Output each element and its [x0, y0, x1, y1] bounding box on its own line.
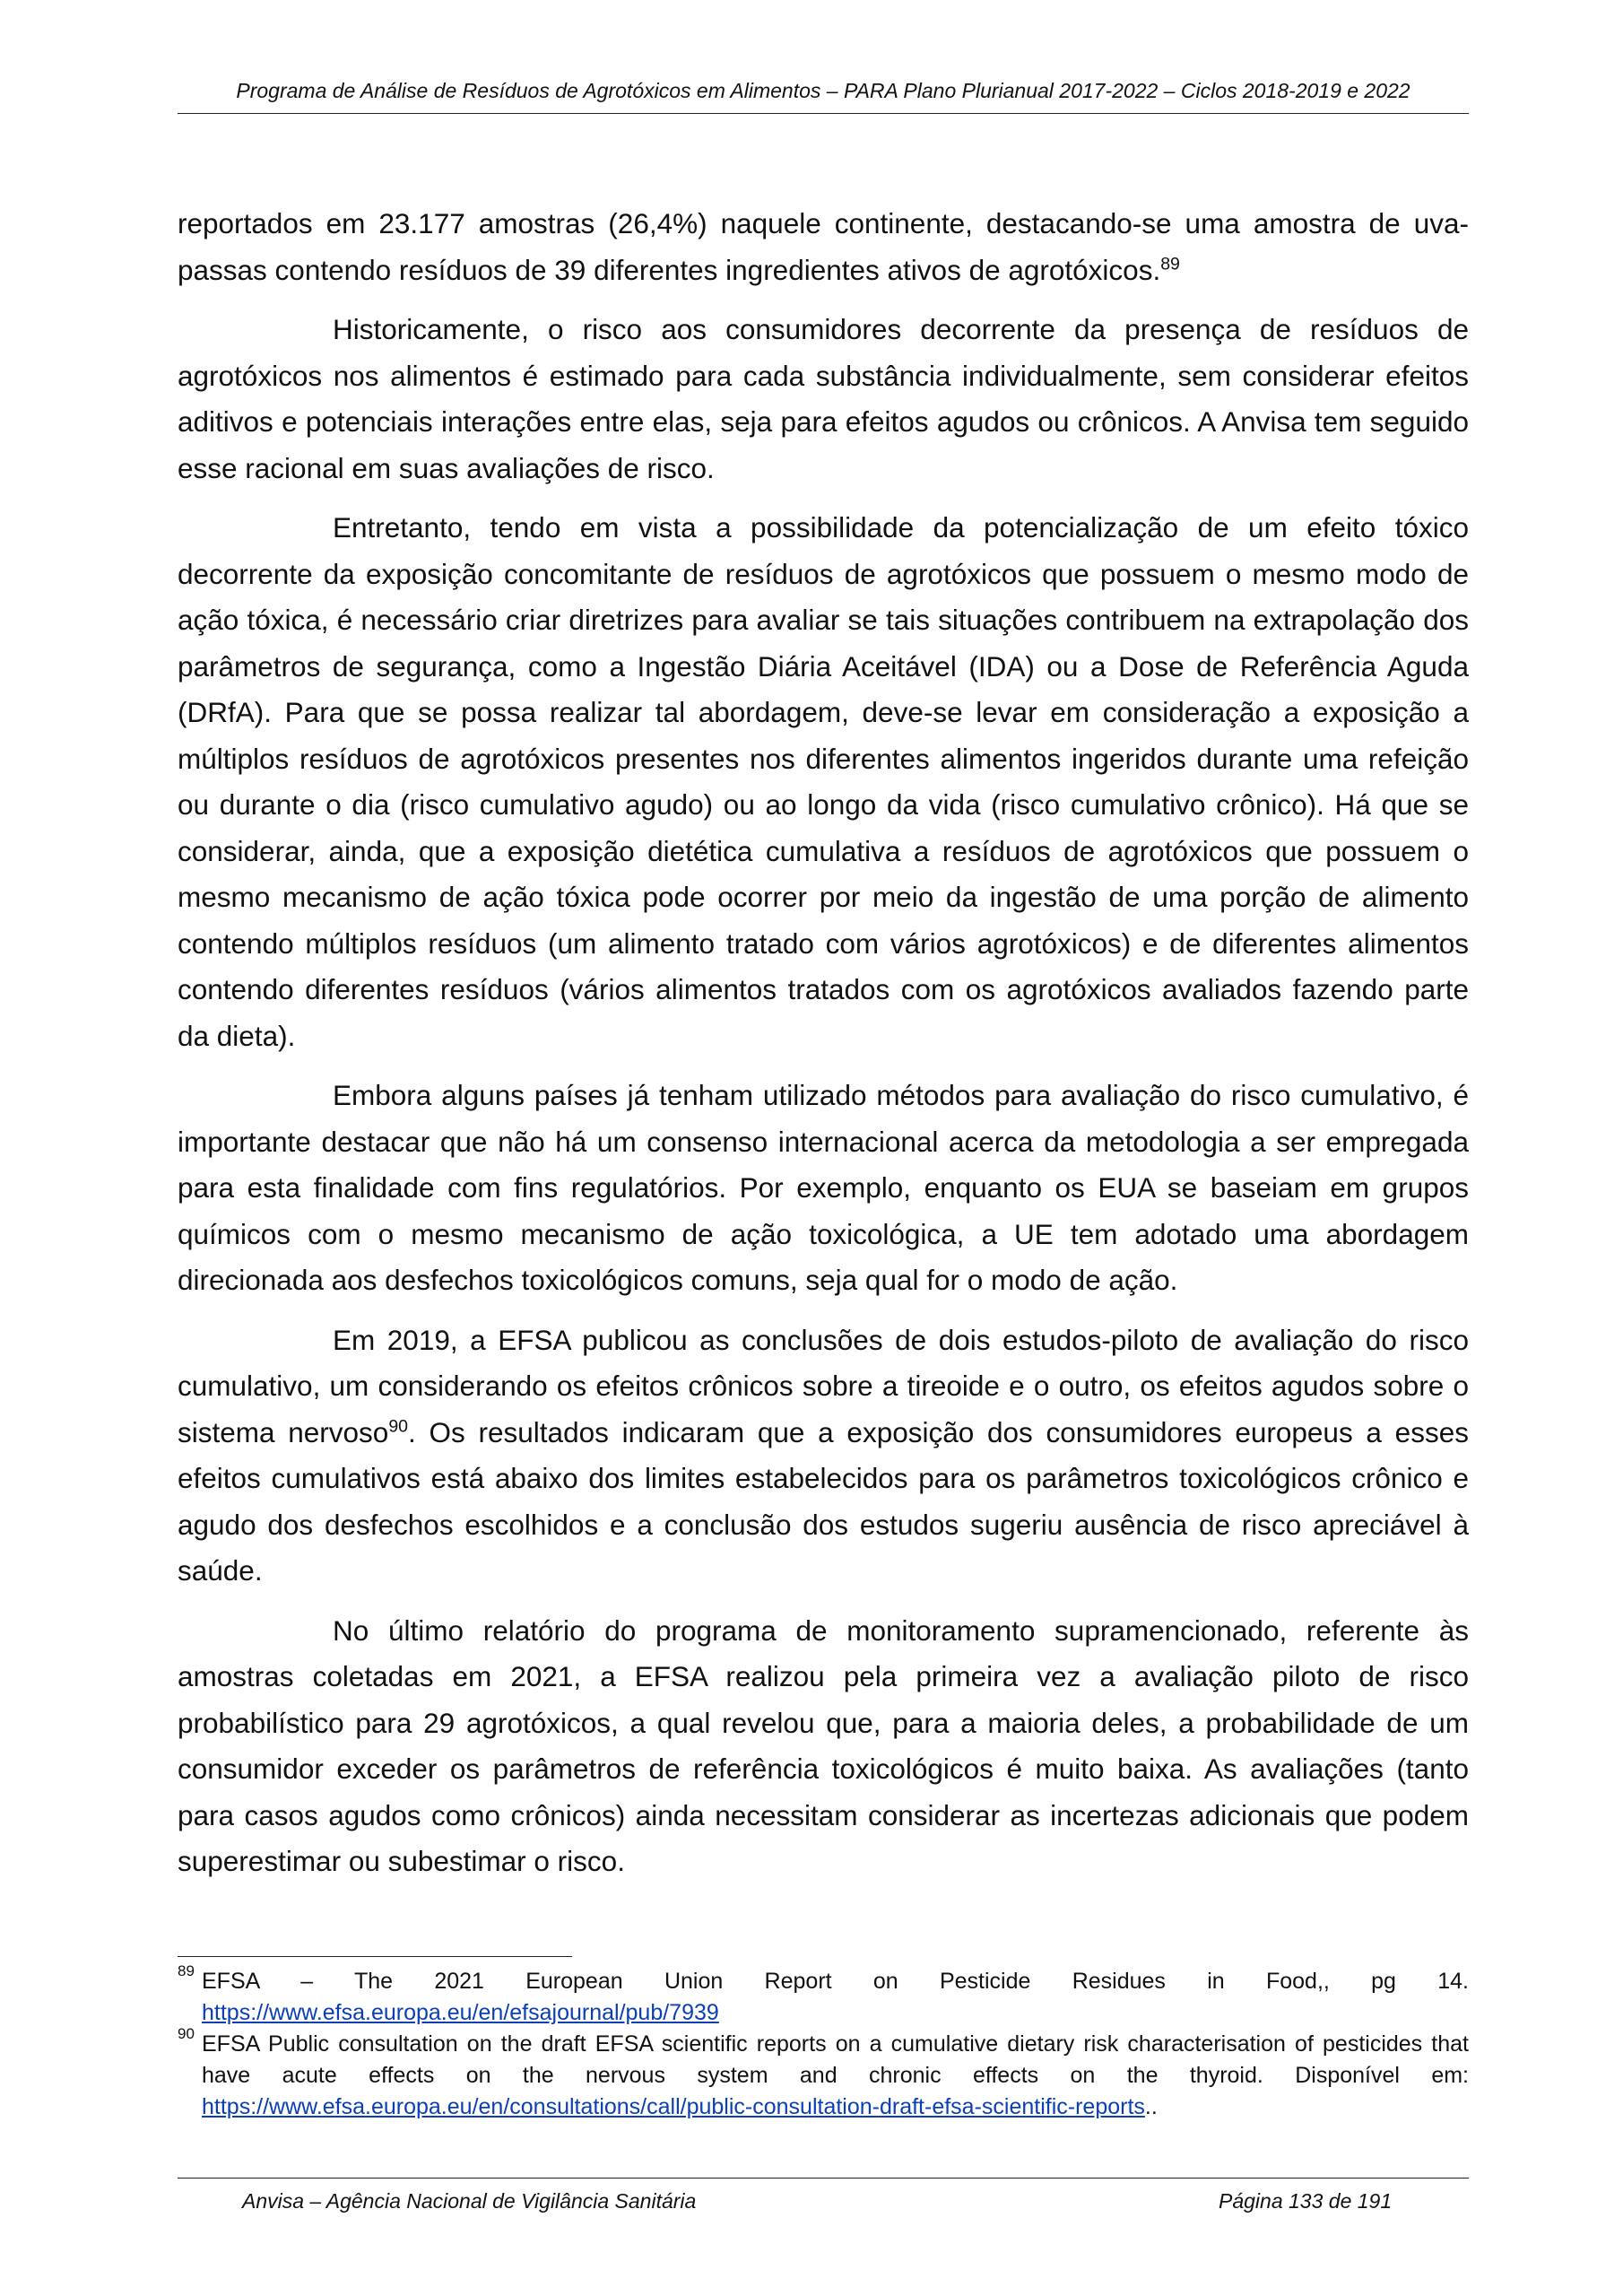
- paragraph-5-text-b: . Os resultados indicaram que a exposição dos consumidores europeus a esses efeitos cumulativos está abaixo dos limites estabelecidos para os parâmetros toxicológicos crônico e agudo dos desfechos escolhidos e a conclusão dos estudos sugeriu ausência de risco apreciável à saúde.: [178, 1415, 1469, 1587]
- footer-organization: Anvisa – Agência Nacional de Vigilância Sanitária: [242, 2189, 697, 2213]
- paragraph-6: No último relatório do programa de monitoramento supramencionado, referente às amostras coletadas em 2021, a EFSA realizou pela primeira vez a avaliação piloto de risco probabilístico para 29 agrotóxicos, a qual revelou que, para a maioria deles, a probabilidade de um consumidor exceder os parâmetros de referência toxicológicos é muito baixa. As avaliações (tanto para casos agudos como crônicos) ainda necessitam considerar as incertezas adicionais que podem superestimar ou subestimar o risco.: [178, 1613, 1469, 1877]
- header-title: Programa de Análise de Resíduos de Agrotóxicos em Alimentos – PARA Plano Plurianual 2017-2022 – Ciclos 2018-2019 e 2022: [236, 79, 1410, 102]
- paragraph-5-text-a: Em 2019, a EFSA publicou as conclusões de dois estudos-piloto de avaliação do risco cumulativo, um considerando os efeitos crônicos sobre a tireoide e o outro, os efeitos agudos sobre o sistema nervoso: [178, 1323, 1469, 1448]
- page-header: [178, 77, 1469, 114]
- footnote-trail: ..: [1144, 2094, 1158, 2119]
- footnote-text: EFSA Public consultation on the draft EFSA scientific reports on a cumulative dietary risk characterisation of pesticides that have acute effects on the nervous system and chronic effects on the thyroid. Disponível em:: [202, 2031, 1469, 2088]
- paragraph-2: Historicamente, o risco aos consumidores decorrente da presença de resíduos de agrotóxicos nos alimentos é estimado para cada substância individualmente, sem considerar efeitos aditivos e potenciais interações entre elas, seja para efeitos agudos ou crônicos. A Anvisa tem seguido esse racional em suas avaliações de risco.: [178, 313, 1469, 484]
- footnote-89: [178, 1962, 1469, 2029]
- footnote-ref-90[interactable]: 90: [388, 1416, 409, 1436]
- footnote-link[interactable]: https://www.efsa.europa.eu/en/efsajournal/pub/7939: [202, 2000, 719, 2025]
- footnote-link[interactable]: https://www.efsa.europa.eu/en/consultations/call/public-consultation-draft-efsa-scientific-reports: [202, 2094, 1145, 2119]
- footnote-ref-89[interactable]: 89: [1160, 254, 1180, 274]
- footnote-separator: [178, 1956, 572, 1957]
- footnotes: [178, 1962, 1469, 2123]
- page-number: Página 133 de 191: [1219, 2189, 1393, 2213]
- footnote-mark: 89: [178, 1962, 195, 1979]
- document-body: [178, 201, 1469, 1899]
- page-footer: [178, 2178, 1469, 2213]
- footnote-90: [178, 2025, 1469, 2123]
- footnote-mark: 90: [178, 2025, 195, 2042]
- footnote-text: EFSA – The 2021 European Union Report on Pesticide Residues in Food,, pg 14.: [202, 1969, 1469, 1994]
- paragraph-1: [178, 201, 1469, 293]
- paragraph-3: Entretanto, tendo em vista a possibilidade da potencialização de um efeito tóxico decorrente da exposição concomitante de resíduos de agrotóxicos que possuem o mesmo modo de ação tóxica, é necessário criar diretrizes para avaliar se tais situações contribuem na extrapolação dos parâmetros de segurança, como a Ingestão Diária Aceitável (IDA) ou a Dose de Referência Aguda (DRfA). Para que se possa realizar tal abordagem, deve-se levar em consideração a exposição a múltiplos resíduos de agrotóxicos presentes nos diferentes alimentos ingeridos durante uma refeição ou durante o dia (risco cumulativo agudo) ou ao longo da vida (risco cumulativo crônico). Há que se considerar, ainda, que a exposição dietética cumulativa a resíduos de agrotóxicos que possuem o mesmo mecanismo de ação tóxica pode ocorrer por meio da ingestão de uma porção de alimento contendo múltiplos resíduos (um alimento tratado com vários agrotóxicos) e de diferentes alimentos contendo diferentes resíduos (vários alimentos tratados com os agrotóxicos avaliados fazendo parte da dieta).: [178, 511, 1469, 1052]
- paragraph-5: [178, 1318, 1469, 1595]
- paragraph-4: Embora alguns países já tenham utilizado métodos para avaliação do risco cumulativo, é importante destacar que não há um consenso internacional acerca da metodologia a ser empregada para esta finalidade com fins regulatórios. Por exemplo, enquanto os EUA se baseiam em grupos químicos com o mesmo mecanismo de ação toxicológica, a UE tem adotado uma abordagem direcionada aos desfechos toxicológicos comuns, seja qual for o modo de ação.: [178, 1079, 1469, 1296]
- paragraph-1-text: reportados em 23.177 amostras (26,4%) naquele continente, destacando-se uma amostra de uva-passas contendo resíduos de 39 diferentes ingredientes ativos de agrotóxicos.: [178, 207, 1469, 286]
